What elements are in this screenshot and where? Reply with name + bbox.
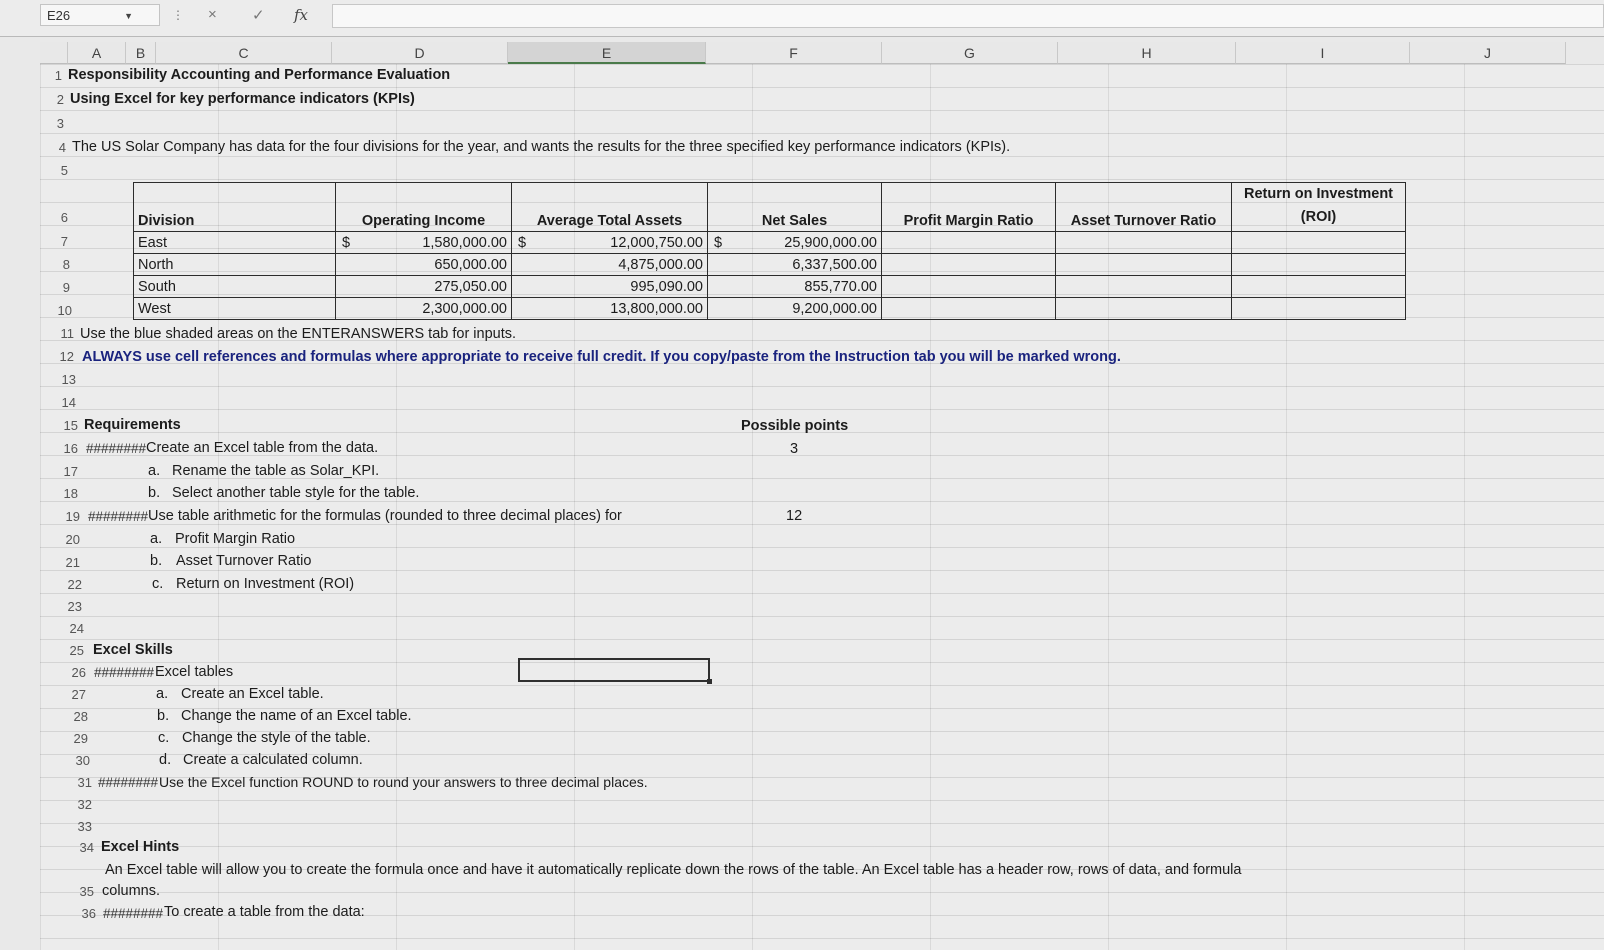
- row-header[interactable]: 19: [65, 509, 80, 524]
- row-header[interactable]: 29: [73, 731, 88, 746]
- row-header[interactable]: 13: [61, 372, 76, 387]
- column-header-b[interactable]: B: [126, 42, 156, 64]
- cell-division[interactable]: North: [134, 254, 336, 276]
- cell-value: 1,580,000.00: [422, 234, 507, 251]
- header-roi-line2: (ROI): [1300, 209, 1337, 225]
- title-responsibility-accounting: Responsibility Accounting and Performance Evaluation: [68, 67, 451, 83]
- header-asset-turnover-ratio[interactable]: Asset Turnover Ratio: [1056, 183, 1232, 232]
- row-header[interactable]: 23: [67, 599, 82, 614]
- cell-profit-margin-ratio[interactable]: [882, 254, 1056, 276]
- requirement-letter: c.: [152, 576, 164, 592]
- note-blue-shaded-areas: Use the blue shaded areas on the ENTERANSWERS tab for inputs.: [80, 326, 517, 342]
- row-header[interactable]: 14: [61, 395, 76, 410]
- requirement-asset-turnover-ratio: Asset Turnover Ratio: [176, 553, 312, 569]
- cell-net-sales[interactable]: 855,770.00: [708, 276, 882, 298]
- table-row: [134, 298, 1406, 320]
- column-header-i[interactable]: I: [1236, 42, 1410, 64]
- row-header[interactable]: 32: [77, 797, 92, 812]
- requirement-table-style: Select another table style for the table.: [172, 485, 420, 501]
- row-header[interactable]: 22: [67, 577, 82, 592]
- requirement-letter: a.: [150, 531, 163, 547]
- possible-points-label: Possible points: [741, 418, 849, 434]
- header-roi-line1: Return on Investment: [1243, 186, 1394, 202]
- cell-net-sales[interactable]: 9,200,000.00: [708, 298, 882, 320]
- column-header-c[interactable]: C: [156, 42, 332, 64]
- excel-skills-label: Excel Skills: [93, 642, 173, 658]
- header-operating-income[interactable]: Operating Income: [336, 183, 512, 232]
- cell-profit-margin-ratio[interactable]: [882, 276, 1056, 298]
- cell-operating-income[interactable]: 275,050.00: [336, 276, 512, 298]
- row-header[interactable]: 21: [65, 555, 80, 570]
- row-header[interactable]: 20: [65, 532, 80, 547]
- cell-net-sales[interactable]: [708, 232, 882, 254]
- cell-average-total-assets[interactable]: 4,875,000.00: [512, 254, 708, 276]
- name-box[interactable]: [40, 4, 160, 26]
- skill-letter: a.: [156, 686, 169, 702]
- row-header[interactable]: 34: [79, 840, 94, 855]
- cell-operating-income[interactable]: 2,300,000.00: [336, 298, 512, 320]
- requirements-label: Requirements: [84, 417, 181, 433]
- row-header[interactable]: 35: [79, 884, 94, 899]
- cell-average-total-assets[interactable]: [512, 232, 708, 254]
- skill-excel-tables: Excel tables: [155, 664, 234, 680]
- currency-symbol: $: [342, 234, 351, 251]
- hash-overflow: ########: [98, 775, 159, 790]
- row-header[interactable]: 36: [81, 906, 96, 921]
- enter-icon[interactable]: ✓: [252, 7, 265, 24]
- intro-text: The US Solar Company has data for the four divisions for the year, and wants the results for the three specified key performance indicators (KPIs).: [72, 139, 1011, 155]
- cell-division[interactable]: South: [134, 276, 336, 298]
- function-icon[interactable]: fx: [294, 6, 309, 24]
- header-return-on-investment[interactable]: [1232, 183, 1406, 232]
- header-net-sales[interactable]: Net Sales: [708, 183, 882, 232]
- cell-asset-turnover-ratio[interactable]: [1056, 254, 1232, 276]
- cell-average-total-assets[interactable]: 995,090.00: [512, 276, 708, 298]
- requirement-table-arithmetic: Use table arithmetic for the formulas (rounded to three decimal places) for: [148, 508, 622, 524]
- hint-create-table: To create a table from the data:: [164, 904, 365, 920]
- requirement-letter: b.: [148, 485, 161, 501]
- cell-asset-turnover-ratio[interactable]: [1056, 276, 1232, 298]
- requirement-letter: b.: [150, 553, 163, 569]
- header-profit-margin-ratio[interactable]: Profit Margin Ratio: [882, 183, 1056, 232]
- row-header[interactable]: 24: [69, 621, 84, 636]
- more-options-icon: ⋮: [172, 8, 184, 22]
- selected-cell-e26[interactable]: [518, 658, 710, 682]
- header-average-total-assets[interactable]: Average Total Assets: [512, 183, 708, 232]
- currency-symbol: $: [714, 234, 723, 251]
- currency-symbol: $: [518, 234, 527, 251]
- row-header[interactable]: 5: [60, 163, 68, 178]
- column-header-g[interactable]: G: [882, 42, 1058, 64]
- row-header[interactable]: 4: [58, 140, 66, 155]
- column-header-e[interactable]: E: [508, 42, 706, 64]
- skill-letter: b.: [157, 708, 170, 724]
- skill-calculated-column: Create a calculated column.: [183, 752, 363, 768]
- skill-round-function: Use the Excel function ROUND to round your answers to three decimal places.: [159, 774, 648, 790]
- hash-overflow: ########: [103, 906, 164, 921]
- row-header[interactable]: 25: [69, 643, 84, 658]
- row-header[interactable]: 18: [63, 486, 78, 501]
- row-header[interactable]: 7: [60, 234, 68, 249]
- row-header[interactable]: 12: [59, 349, 74, 364]
- row-header[interactable]: 30: [75, 753, 90, 768]
- note-always-use-cell-references: ALWAYS use cell references and formulas where appropriate to receive full credit. If you copy/paste from the Instruction tab you will be marked wrong.: [82, 349, 1121, 365]
- column-header-d[interactable]: D: [332, 42, 508, 64]
- cell-profit-margin-ratio[interactable]: [882, 298, 1056, 320]
- skill-letter: d.: [159, 752, 172, 768]
- row-header[interactable]: 27: [71, 687, 86, 702]
- table-row: [134, 232, 1406, 254]
- title-kpis: Using Excel for key performance indicators (KPIs): [70, 91, 415, 107]
- row-header[interactable]: 11: [60, 326, 74, 341]
- cell-roi[interactable]: [1232, 232, 1406, 254]
- cell-value: 25,900,000.00: [784, 234, 877, 251]
- row-header[interactable]: 17: [63, 464, 78, 479]
- hint-text-line2: columns.: [102, 883, 161, 899]
- hint-text-line1: An Excel table will allow you to create the formula once and have it automatically replicate down the rows of the table. An Excel table has a header row, rows of data, and formula: [105, 862, 1242, 878]
- table-header-row: [134, 183, 1406, 232]
- column-header-j[interactable]: J: [1410, 42, 1566, 64]
- table-row: [134, 254, 1406, 276]
- cell-value: 12,000,750.00: [610, 234, 703, 251]
- cell-division[interactable]: East: [134, 232, 336, 254]
- column-header-f[interactable]: F: [706, 42, 882, 64]
- cancel-icon[interactable]: ×: [208, 6, 217, 23]
- row-header[interactable]: 6: [60, 210, 68, 225]
- skill-create-table: Create an Excel table.: [181, 686, 324, 702]
- cell-asset-turnover-ratio[interactable]: [1056, 232, 1232, 254]
- row-header[interactable]: 3: [56, 116, 64, 131]
- column-header-h[interactable]: H: [1058, 42, 1236, 64]
- requirement-rename-table: Rename the table as Solar_KPI.: [172, 463, 380, 479]
- row-header[interactable]: 15: [63, 418, 78, 433]
- formula-input[interactable]: [332, 4, 1604, 28]
- skill-change-table-name: Change the name of an Excel table.: [181, 708, 412, 724]
- formula-bar: [0, 0, 1604, 37]
- requirement-roi: Return on Investment (ROI): [176, 576, 355, 592]
- row-header[interactable]: 28: [73, 709, 88, 724]
- row-header[interactable]: 1: [54, 68, 62, 83]
- cell-net-sales[interactable]: 6,337,500.00: [708, 254, 882, 276]
- cell-profit-margin-ratio[interactable]: [882, 232, 1056, 254]
- requirement-create-table: Create an Excel table from the data.: [146, 440, 379, 456]
- points-value: 3: [790, 441, 799, 457]
- requirement-profit-margin-ratio: Profit Margin Ratio: [175, 531, 296, 547]
- row-header[interactable]: 9: [62, 280, 70, 295]
- division-data-table: [133, 182, 1406, 320]
- select-all-corner[interactable]: [40, 42, 68, 64]
- column-header-a[interactable]: A: [68, 42, 126, 64]
- row-header[interactable]: 31: [77, 775, 92, 790]
- hash-overflow: ########: [88, 509, 149, 524]
- row-header[interactable]: 33: [77, 819, 92, 834]
- skill-letter: c.: [158, 730, 170, 746]
- points-value: 12: [786, 508, 803, 524]
- header-division[interactable]: Division: [134, 183, 336, 232]
- chevron-down-icon[interactable]: ▼: [124, 11, 133, 21]
- row-header[interactable]: 16: [63, 441, 78, 456]
- row-header[interactable]: 26: [71, 665, 86, 680]
- table-row: [134, 276, 1406, 298]
- cell-division[interactable]: West: [134, 298, 336, 320]
- hash-overflow: ########: [94, 665, 155, 680]
- cell-operating-income[interactable]: 650,000.00: [336, 254, 512, 276]
- row-header[interactable]: 10: [57, 303, 72, 318]
- requirement-letter: a.: [148, 463, 161, 479]
- excel-hints-label: Excel Hints: [101, 839, 180, 855]
- row-header[interactable]: 2: [56, 92, 64, 107]
- name-box-value: E26: [47, 8, 71, 23]
- cell-roi[interactable]: [1232, 254, 1406, 276]
- row-header[interactable]: 8: [62, 257, 70, 272]
- column-headers: [0, 42, 1604, 64]
- cell-asset-turnover-ratio[interactable]: [1056, 298, 1232, 320]
- skill-change-table-style: Change the style of the table.: [182, 730, 371, 746]
- cell-roi[interactable]: [1232, 276, 1406, 298]
- cell-roi[interactable]: [1232, 298, 1406, 320]
- cell-average-total-assets[interactable]: 13,800,000.00: [512, 298, 708, 320]
- cell-operating-income[interactable]: [336, 232, 512, 254]
- hash-overflow: ########: [86, 441, 147, 456]
